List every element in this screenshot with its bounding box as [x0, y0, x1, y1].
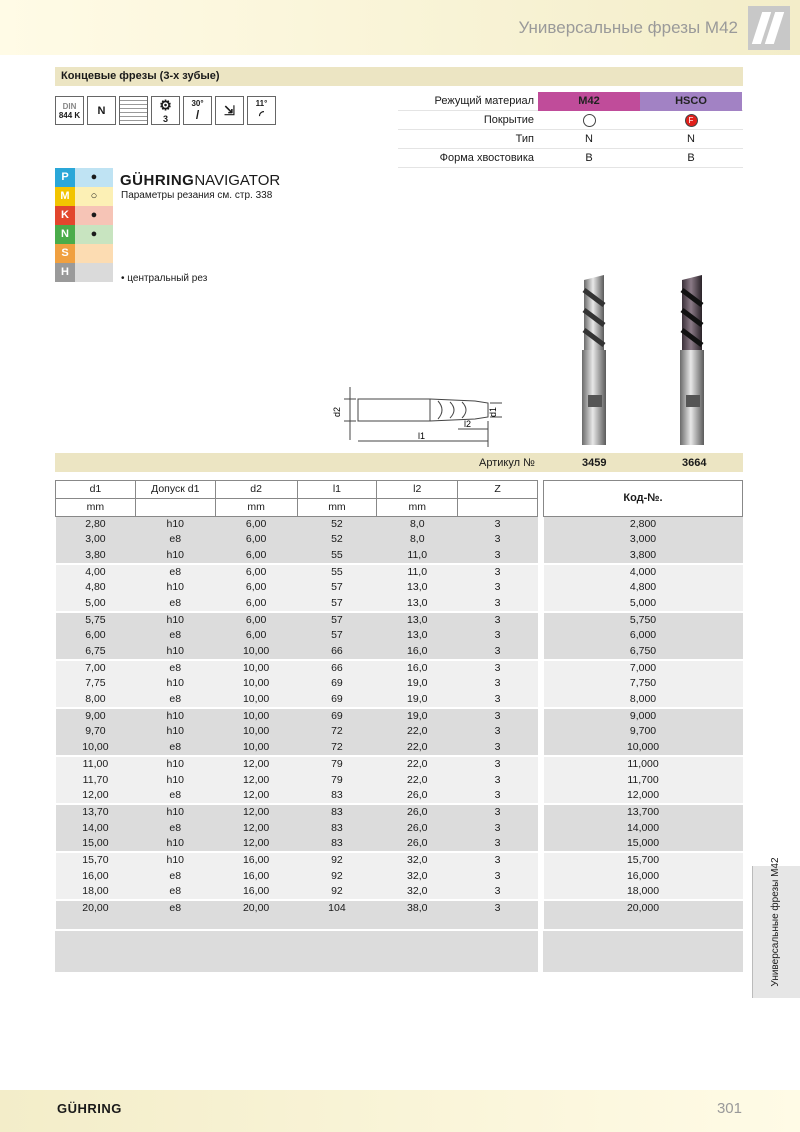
table-row: 6,00 e8 6,00 57 13,0 3	[56, 628, 538, 643]
table-row: 4,80 h10 6,00 57 13,0 3	[56, 580, 538, 595]
code-table	[543, 480, 743, 946]
shank-icon	[119, 96, 148, 125]
table-row: 7,00 e8 10,00 66 16,0 3	[56, 660, 538, 676]
footer	[0, 1090, 800, 1132]
flutes-icon: ⚙ 3	[151, 96, 180, 125]
m42-cell: M42	[538, 92, 640, 111]
article-bar: Артикул № 3459 3664	[55, 453, 743, 472]
table-row: 9,00 h10 10,00 69 19,0 3	[56, 708, 538, 724]
iso-row-n: N ●	[55, 225, 113, 244]
iso-row-p: P ●	[55, 168, 113, 187]
code-row: 15,700	[544, 852, 743, 868]
table-row: 4,00 e8 6,00 55 11,0 3	[56, 564, 538, 580]
code-row: 20,000	[544, 900, 743, 946]
iso-material-groups	[55, 168, 113, 282]
helix-angle-icon: 30° /	[183, 96, 212, 125]
svg-text:l2: l2	[464, 419, 472, 429]
table-row: 11,70 h10 12,00 79 22,0 3	[56, 773, 538, 788]
coating-row: Покрытие F	[398, 111, 743, 130]
table-header-row: d1 Допуск d1 d2 l1 l2 Z	[56, 481, 538, 499]
code-row: 7,000	[544, 660, 743, 676]
type-row: Тип N N	[398, 130, 743, 149]
code-row: 13,700	[544, 804, 743, 820]
iso-row-m: M ○	[55, 187, 113, 206]
category-logo-icon	[748, 6, 790, 50]
code-row: 7,750	[544, 676, 743, 691]
table-row: 8,00 e8 10,00 69 19,0 3	[56, 692, 538, 708]
code-row: 5,750	[544, 612, 743, 628]
table-row: 9,70 h10 10,00 72 22,0 3	[56, 724, 538, 739]
table-row: 16,00 e8 16,00 92 32,0 3	[56, 869, 538, 884]
clearance-angle-icon: 11° ◜	[247, 96, 276, 125]
page-title: Универсальные фрезы M42	[518, 18, 738, 37]
table-row: 15,70 h10 16,00 92 32,0 3	[56, 852, 538, 868]
table-row: 18,00 e8 16,00 92 32,0 3	[56, 884, 538, 900]
svg-text:d1: d1	[488, 406, 498, 417]
table-units-row: mm mm mm mm	[56, 499, 538, 517]
code-row: 3,000	[544, 532, 743, 547]
code-row: 8,000	[544, 692, 743, 708]
table-row: 2,80 h10 6,00 52 8,0 3	[56, 517, 538, 533]
table-row: 11,00 h10 12,00 79 22,0 3	[56, 756, 538, 772]
hsco-cell: HSCO	[640, 92, 742, 111]
code-row: 9,000	[544, 708, 743, 724]
type-n-icon: N	[87, 96, 116, 125]
footer-logo: GÜHRING	[57, 1101, 122, 1116]
dimensions-table	[55, 480, 538, 946]
code-row: 5,000	[544, 596, 743, 612]
material-table	[398, 92, 743, 168]
code-header: Код-№.	[544, 481, 743, 517]
svg-text:l1: l1	[418, 431, 426, 441]
iso-row-h: H	[55, 263, 113, 282]
table-row: 12,00 e8 12,00 83 26,0 3	[56, 788, 538, 804]
spec-icons	[55, 96, 276, 125]
code-row: 6,000	[544, 628, 743, 643]
page-number: 301	[716, 1100, 742, 1117]
guhring-navigator-logo: GÜHRINGNAVIGATOR	[120, 172, 281, 189]
article-3459: 3459	[582, 457, 607, 469]
code-row: 4,000	[544, 564, 743, 580]
code-filler	[543, 929, 743, 972]
code-row: 6,750	[544, 644, 743, 660]
table-row: 14,00 e8 12,00 83 26,0 3	[56, 821, 538, 836]
top-banner	[0, 0, 800, 55]
cutting-params-note: Параметры резания см. стр. 338	[121, 190, 273, 201]
code-row: 11,700	[544, 773, 743, 788]
code-row: 11,000	[544, 756, 743, 772]
shank-row: Форма хвостовика B B	[398, 149, 743, 168]
code-row: 16,000	[544, 869, 743, 884]
article-3664: 3664	[682, 457, 707, 469]
code-row: 12,000	[544, 788, 743, 804]
table-row: 6,75 h10 10,00 66 16,0 3	[56, 644, 538, 660]
code-row: 14,000	[544, 821, 743, 836]
section-title: Концевые фрезы (3-х зубые)	[55, 67, 743, 86]
table-row: 13,70 h10 12,00 83 26,0 3	[56, 804, 538, 820]
code-row: 18,000	[544, 884, 743, 900]
table-row: 3,80 h10 6,00 55 11,0 3	[56, 548, 538, 564]
svg-text:d2: d2	[332, 406, 342, 417]
table-row: 7,75 h10 10,00 69 19,0 3	[56, 676, 538, 691]
iso-row-s: S	[55, 244, 113, 263]
code-row: 15,000	[544, 836, 743, 852]
table-row: 15,00 h10 12,00 83 26,0 3	[56, 836, 538, 852]
section-side-tab[interactable]: Универсальные фрезы M42	[752, 866, 800, 998]
table-filler	[55, 929, 538, 972]
center-cut-note: • центральный рез	[121, 273, 208, 284]
material-row: Режущий материал M42 HSCO	[398, 92, 743, 111]
code-row: 2,800	[544, 517, 743, 533]
tool-photo-hsco	[674, 270, 710, 445]
code-row: 9,700	[544, 724, 743, 739]
code-row: 10,000	[544, 740, 743, 756]
table-row: 20,00 e8 20,00 104 38,0 3	[56, 900, 538, 946]
table-row: 3,00 e8 6,00 52 8,0 3	[56, 532, 538, 547]
table-row: 5,00 e8 6,00 57 13,0 3	[56, 596, 538, 612]
code-row: 4,800	[544, 580, 743, 595]
tool-photo-m42	[576, 270, 612, 445]
table-row: 10,00 e8 10,00 72 22,0 3	[56, 740, 538, 756]
tool-drawing	[330, 385, 505, 450]
coating-f-icon: F	[685, 114, 698, 127]
table-row: 5,75 h10 6,00 57 13,0 3	[56, 612, 538, 628]
din-icon: DIN 844 K	[55, 96, 84, 125]
no-coating-icon	[583, 114, 596, 127]
iso-row-k: K ●	[55, 206, 113, 225]
center-cut-icon: ⇲	[215, 96, 244, 125]
code-row: 3,800	[544, 548, 743, 564]
